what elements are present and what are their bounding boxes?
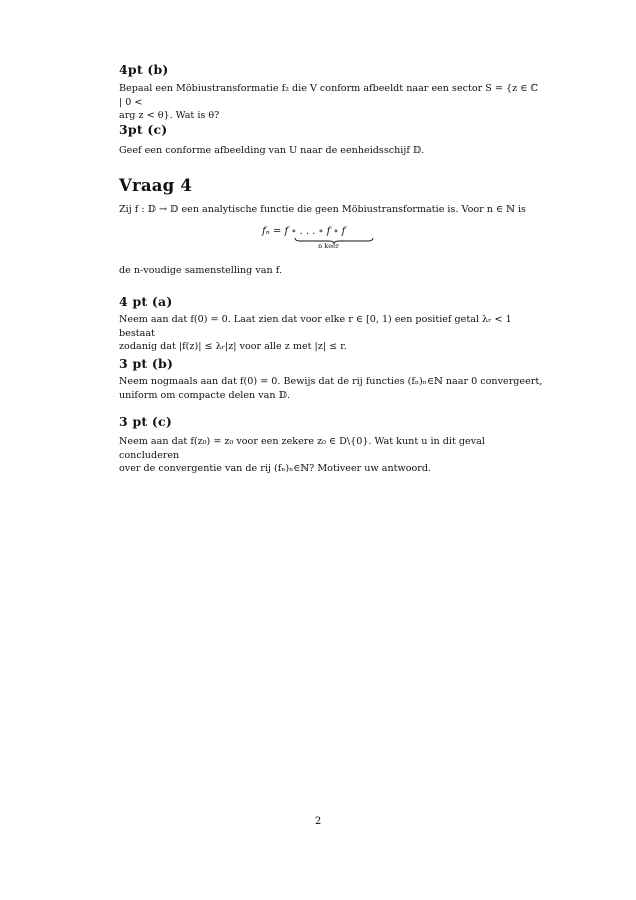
q3b-line2: arg z < θ}. Wat is θ?: [119, 110, 220, 121]
q3b-line1: Bepaal een Möbiustransformatie f₂ die V conform afbeeldt naar een sector S = {z ∈ ℂ | 0 <: [119, 83, 538, 108]
q4a-line1: Neem aan dat f(0) = 0. Laat zien dat voor elke r ∈ [0, 1) een positief getal λᵣ < 1 bestaat: [119, 314, 512, 339]
formula: [0, 226, 636, 256]
page-number: 2: [314, 816, 322, 827]
q4-title: Vraag 4: [119, 176, 193, 195]
q4-intro: Zij f : 𝔻 → 𝔻 een analytische functie die geen Möbiustransformatie is. Voor n ∈ ℕ is: [119, 204, 526, 215]
q4c-heading: 3 pt (c): [119, 414, 172, 429]
q4c-text: [119, 435, 543, 476]
q3c-text: Geef een conforme afbeelding van U naar de eenheidsschijf 𝔻.: [119, 145, 425, 156]
q4a-line2: zodanig dat |f(z)| ≤ λᵣ|z| voor alle z met |z| ≤ r.: [119, 341, 347, 352]
formula-lhs: fₙ =: [262, 226, 282, 237]
formula-rhs: f ∘ . . . ∘ f ∘ f: [284, 226, 346, 237]
q3c-heading: 3pt (c): [119, 122, 168, 137]
q4b-text: [119, 375, 543, 402]
q4b-heading: 3 pt (b): [119, 356, 174, 371]
q4-after: de n-voudige samenstelling van f.: [119, 265, 282, 276]
q3b-text: [119, 82, 543, 123]
q4b-line1: Neem nogmaals aan dat f(0) = 0. Bewijs dat de rij functies (fₙ)ₙ∈ℕ naar 0 convergeert,: [119, 376, 543, 387]
q4b-line2: uniform om compacte delen van 𝔻.: [119, 389, 291, 401]
q4c-line2: over de convergentie van de rij (fₙ)ₙ∈ℕ? Motiveer uw antwoord.: [119, 463, 432, 474]
formula-label: n keer: [318, 242, 339, 250]
q4a-heading: 4 pt (a): [119, 294, 173, 309]
q3b-heading: 4pt (b): [119, 62, 169, 77]
q4c-line1: Neem aan dat f(z₀) = z₀ voor een zekere z₀ ∈ D\{0}. Wat kunt u in dit geval concluderen: [119, 436, 485, 461]
q4a-text: [119, 313, 543, 354]
